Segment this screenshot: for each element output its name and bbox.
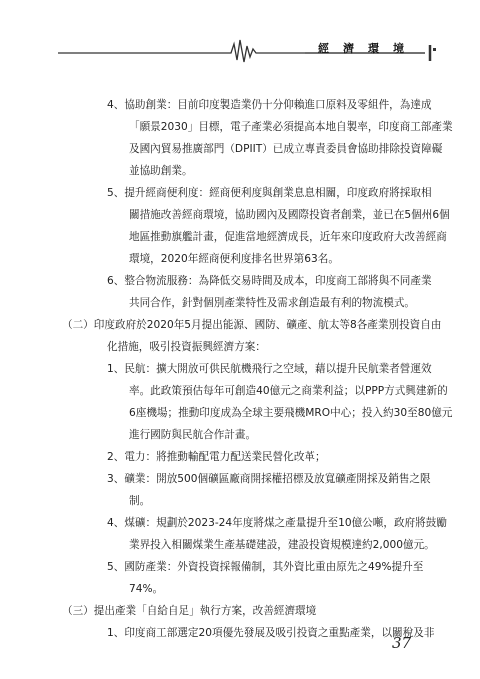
text-line: 及國內貿易推廣部門（DPIIT）已成立專責委員會協助排除投資障礙 (129, 143, 443, 155)
text-line: 「願景2030」目標，電子產業必須提高本地自製率，印度商工部產業 (129, 121, 453, 133)
text-line: 2、電力：將推動輸配電力配送業民營化改革； (107, 451, 326, 463)
text-line: （三）提出產業「自給自足」執行方案，改善經濟環境 (62, 605, 317, 617)
page-number: 37 (392, 634, 412, 652)
text-line: 5、提升經商便利度：經商便利度與創業息息相關，印度政府將採取相 (107, 187, 432, 199)
text-line: 6座機場；推動印度成為全球主要飛機MRO中心；投入約30至80億元 (129, 407, 453, 419)
text-line: 3、礦業：開放500個礦區廠商開採權招標及放寬礦產開採及銷售之限 (107, 473, 431, 485)
text-line: 共同合作，針對個別產業特性及需求創造最有利的物流模式。 (129, 297, 416, 309)
text-line: 5、國防產業：外資投資採報備制，其外資比重由原先之49%提升至 (107, 561, 424, 573)
text-line: 化措施，吸引投資振興經濟方案： (107, 341, 266, 353)
text-line: 制。 (129, 495, 151, 507)
text-line: 1、印度商工部選定20項優先發展及吸引投資之重點產業，以關稅及非 (107, 627, 435, 639)
text-line: 進行國防與民航合作計畫。 (129, 429, 257, 441)
text-line: 1、民航：擴大開放可供民航機飛行之空域，藉以提升民航業者營運效 (107, 363, 432, 375)
text-line: 關措施改善經商環境，協助國內及國際投資者創業，並已在5個州6個 (129, 209, 450, 221)
text-line: 環境，2020年經商便利度排名世界第63名。 (129, 253, 339, 265)
text-line: 率。此政策預估每年可創造40億元之商業利益；以PPP方式興建新的 (129, 385, 448, 397)
text-line: 並協助創業。 (129, 165, 193, 177)
text-line: 地區推動旗艦計畫，促進當地經濟成長，近年來印度政府大改善經商 (129, 231, 447, 243)
text-line: 4、協助創業：目前印度製造業仍十分仰賴進口原料及零組件，為達成 (107, 99, 432, 111)
text-line: （二）印度政府於2020年5月提出能源、國防、礦產、航太等8各產業別投資自由 (62, 319, 442, 331)
header-title: 經濟環境 (318, 42, 418, 55)
text-line: 74%。 (129, 583, 164, 595)
text-line: 4、煤礦：規劃於2023-24年度將煤之產量提升至10億公噸，政府將鼓勵 (107, 517, 447, 529)
text-line: 6、整合物流服務：為降低交易時間及成本，印度商工部將與不同產業 (107, 275, 432, 287)
text-line: 業界投入相關煤業生產基礎建設，建設投資規模達約2,000億元。 (129, 539, 435, 551)
